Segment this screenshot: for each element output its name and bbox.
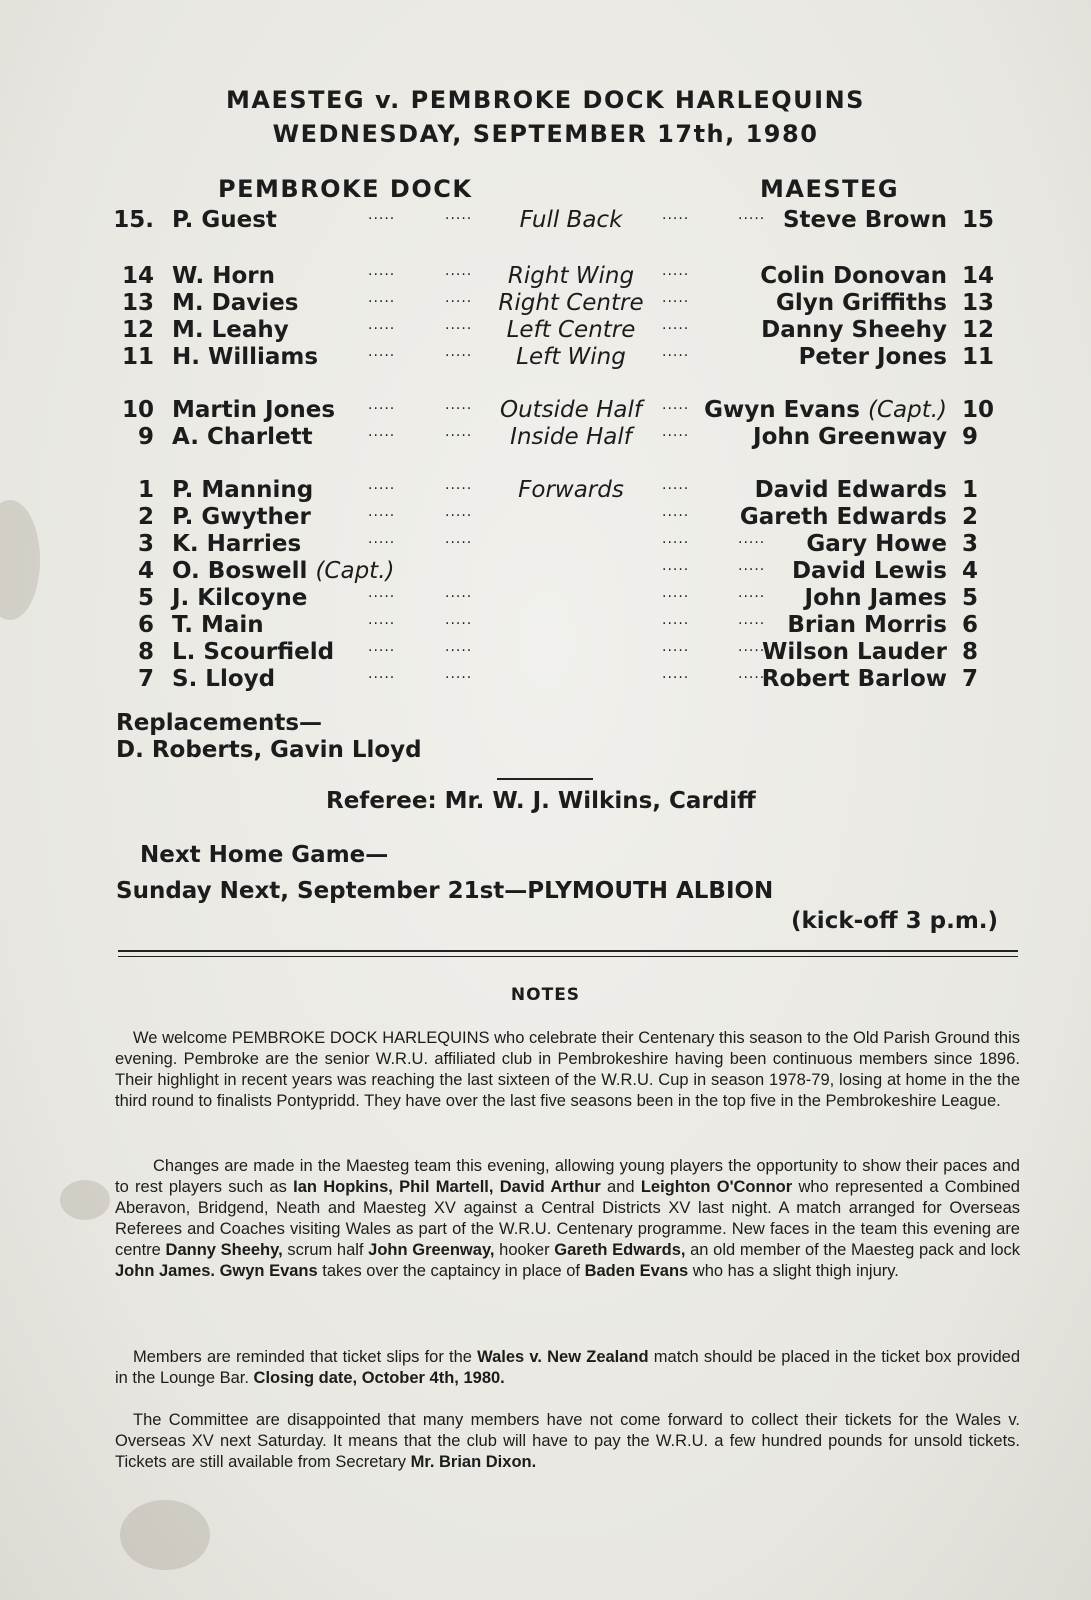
right-player-name: Colin Donovan — [760, 263, 947, 289]
left-team-heading: PEMBROKE DOCK — [218, 175, 473, 203]
left-player-number: 4 — [137, 558, 154, 584]
right-player-number: 11 — [962, 344, 995, 370]
leader-dots: ..... — [445, 504, 473, 520]
right-player-name: Gareth Edwards — [739, 504, 947, 530]
leader-dots: ..... — [445, 531, 473, 547]
lineup-row — [0, 558, 1091, 585]
right-player-number: 8 — [962, 639, 979, 665]
leader-dots: ..... — [368, 424, 396, 440]
lineup-row — [0, 531, 1091, 558]
lineup-row — [0, 207, 1091, 234]
leader-dots: ..... — [368, 397, 396, 413]
position-label: Right Wing — [507, 263, 635, 289]
right-player-number: 9 — [962, 424, 979, 450]
kickoff-time: (kick-off 3 p.m.) — [791, 908, 999, 934]
lineup-row — [0, 585, 1091, 612]
position-label: Inside Half — [510, 424, 632, 450]
leader-dots: ..... — [662, 424, 690, 440]
left-player-number: 14 — [121, 263, 154, 289]
right-team-heading: MAESTEG — [760, 175, 900, 203]
right-player-name: Robert Barlow — [761, 666, 947, 692]
lineup-row — [0, 639, 1091, 666]
leader-dots: ..... — [662, 558, 690, 574]
leader-dots: ..... — [662, 531, 690, 547]
leader-dots: ..... — [368, 666, 396, 682]
leader-dots: ..... — [662, 585, 690, 601]
notes-paragraph: Members are reminded that ticket slips for the Wales v. New Zealand match should be placed in the ticket box provided in the Lounge Bar. Closing date, October 4th, 1980. — [115, 1348, 1020, 1387]
right-player-number: 4 — [962, 558, 979, 584]
left-player-number: 13 — [121, 290, 154, 316]
leader-dots: ..... — [738, 207, 766, 223]
leader-dots: ..... — [662, 397, 690, 413]
right-player-name: Steve Brown — [782, 207, 947, 233]
match-title: MAESTEG v. PEMBROKE DOCK HARLEQUINS — [226, 86, 865, 114]
left-player-name: M. Davies — [172, 290, 299, 316]
stain-mark — [60, 1180, 110, 1220]
left-player-name: M. Leahy — [172, 317, 289, 343]
stain-mark — [120, 1500, 210, 1570]
position-label: Left Wing — [516, 344, 626, 370]
leader-dots: ..... — [368, 317, 396, 333]
position-label: Left Centre — [506, 317, 636, 343]
position-label: Forwards — [518, 477, 624, 503]
left-player-name: W. Horn — [172, 263, 276, 289]
lineup-row — [0, 263, 1091, 290]
leader-dots: ..... — [445, 397, 473, 413]
notes-paragraph: Changes are made in the Maesteg team this evening, allowing young players the opportunity to show their paces and to rest players such as Ian Hopkins, Phil Martell, David Arthur and Leighton O'Connor who represented a Combined Aberavon, Bridgend, Neath and Maesteg XV against a Central Districts XV last night. A match arranged for Overseas Referees and Coaches visiting Wales as part of the W.R.U. Centenary programme. New faces in the team this evening are centre Danny Sheehy, scrum half John Greenway, hooker Gareth Edwards, an old member of the Maesteg pack and lock John James. Gwyn Evans takes over the captaincy in place of Baden Evans who has a slight thigh injury. — [115, 1157, 1020, 1280]
right-player-name: Peter Jones — [798, 344, 947, 370]
leader-dots: ..... — [662, 639, 690, 655]
leader-dots: ..... — [368, 639, 396, 655]
left-player-number: 5 — [137, 585, 154, 611]
leader-dots: ..... — [738, 558, 766, 574]
lineup-row — [0, 504, 1091, 531]
notes-paragraph: The Committee are disappointed that many members have not come forward to collect their tickets for the Wales v. Overseas XV next Saturday. It means that the club will have to pay the W.R.U. a few hundred pounds for unsold tickets. Tickets are still available from Secretary Mr. Brian Dixon. — [115, 1411, 1020, 1471]
right-player-number: 13 — [962, 290, 995, 316]
leader-dots: ..... — [738, 639, 766, 655]
leader-dots: ..... — [368, 263, 396, 279]
leader-dots: ..... — [445, 585, 473, 601]
leader-dots: ..... — [368, 477, 396, 493]
right-player-number: 15 — [962, 207, 995, 233]
left-player-number: 8 — [137, 639, 154, 665]
right-player-name: Gary Howe — [806, 531, 947, 557]
leader-dots: ..... — [445, 317, 473, 333]
right-player-name: Gwyn Evans (Capt.) — [704, 397, 947, 423]
leader-dots: ..... — [662, 207, 690, 223]
right-player-number: 7 — [962, 666, 979, 692]
leader-dots: ..... — [662, 344, 690, 360]
captain-marker: (Capt.) — [867, 397, 947, 423]
left-player-name: K. Harries — [172, 531, 302, 557]
leader-dots: ..... — [445, 344, 473, 360]
left-player-name: A. Charlett — [172, 424, 313, 450]
lineup-row — [0, 290, 1091, 317]
left-player-number: 12 — [121, 317, 154, 343]
leader-dots: ..... — [368, 612, 396, 628]
notes-paragraph: We welcome PEMBROKE DOCK HARLEQUINS who celebrate their Centenary this season to the Old Parish Ground this evening. Pembroke are the senior W.R.U. affiliated club in Pembrokeshire having been continuous members since 1896. Their highlight in recent years was reaching the last sixteen of the W.R.U. Cup in season 1978-79, losing at home in the the third round to finalists Pontypridd. They have over the last five seasons been in the top five in the Pembrokeshire League. — [115, 1029, 1020, 1110]
leader-dots: ..... — [445, 263, 473, 279]
match-date: WEDNESDAY, SEPTEMBER 17th, 1980 — [272, 120, 819, 148]
left-player-number: 2 — [137, 504, 154, 530]
divider — [497, 778, 593, 780]
left-player-name: L. Scourfield — [172, 639, 335, 665]
referee-line: Referee: Mr. W. J. Wilkins, Cardiff — [326, 788, 756, 814]
left-player-number: 3 — [137, 531, 154, 557]
left-player-name: J. Kilcoyne — [172, 585, 308, 611]
right-player-name: Wilson Lauder — [762, 639, 947, 665]
leader-dots: ..... — [445, 207, 473, 223]
leader-dots: ..... — [662, 612, 690, 628]
right-player-number: 10 — [962, 397, 995, 423]
lineup-row — [0, 317, 1091, 344]
lineup-row — [0, 612, 1091, 639]
position-label: Outside Half — [499, 397, 642, 423]
next-game-detail: Sunday Next, September 21st—PLYMOUTH ALBION — [116, 878, 774, 904]
captain-marker: (Capt.) — [315, 558, 395, 584]
left-player-name: P. Guest — [172, 207, 277, 233]
left-player-number: 9 — [137, 424, 154, 450]
right-player-name: David Edwards — [754, 477, 947, 503]
left-player-number: 11 — [121, 344, 154, 370]
lineup-row — [0, 666, 1091, 693]
lineup-row — [0, 424, 1091, 451]
left-player-name: H. Williams — [172, 344, 319, 370]
left-player-number: 7 — [137, 666, 154, 692]
leader-dots: ..... — [445, 639, 473, 655]
leader-dots: ..... — [445, 612, 473, 628]
right-player-number: 14 — [962, 263, 995, 289]
leader-dots: ..... — [662, 290, 690, 306]
position-label: Right Centre — [498, 290, 644, 316]
leader-dots: ..... — [368, 585, 396, 601]
right-player-number: 1 — [962, 477, 979, 503]
position-label: Full Back — [519, 207, 623, 233]
right-player-name: John Greenway — [753, 424, 947, 450]
next-game-label: Next Home Game— — [140, 842, 389, 868]
lineup-row — [0, 344, 1091, 371]
leader-dots: ..... — [738, 531, 766, 547]
left-player-name: O. Boswell (Capt.) — [172, 558, 395, 584]
left-player-number: 15. — [113, 207, 154, 233]
leader-dots: ..... — [368, 290, 396, 306]
right-player-name: David Lewis — [791, 558, 947, 584]
right-player-name: Danny Sheehy — [761, 317, 947, 343]
leader-dots: ..... — [738, 585, 766, 601]
leader-dots: ..... — [662, 263, 690, 279]
leader-dots: ..... — [445, 666, 473, 682]
left-player-name: Martin Jones — [172, 397, 336, 423]
leader-dots: ..... — [368, 504, 396, 520]
left-player-name: P. Manning — [172, 477, 314, 503]
leader-dots: ..... — [662, 477, 690, 493]
leader-dots: ..... — [445, 477, 473, 493]
leader-dots: ..... — [445, 424, 473, 440]
replacements-label: Replacements— — [116, 710, 323, 736]
leader-dots: ..... — [738, 612, 766, 628]
leader-dots: ..... — [368, 344, 396, 360]
right-player-number: 12 — [962, 317, 995, 343]
replacements-names: D. Roberts, Gavin Lloyd — [116, 737, 422, 763]
left-player-number: 1 — [137, 477, 154, 503]
lineup-row — [0, 397, 1091, 424]
leader-dots: ..... — [662, 317, 690, 333]
right-player-name: Brian Morris — [787, 612, 947, 638]
divider — [118, 956, 1018, 957]
left-player-name: P. Gwyther — [172, 504, 311, 530]
leader-dots: ..... — [445, 290, 473, 306]
left-player-name: T. Main — [172, 612, 264, 638]
lineup-row — [0, 477, 1091, 504]
left-player-number: 10 — [121, 397, 154, 423]
leader-dots: ..... — [662, 666, 690, 682]
right-player-name: John James — [804, 585, 947, 611]
right-player-number: 2 — [962, 504, 979, 530]
right-player-name: Glyn Griffiths — [776, 290, 947, 316]
right-player-number: 3 — [962, 531, 979, 557]
divider — [118, 950, 1018, 952]
leader-dots: ..... — [368, 531, 396, 547]
leader-dots: ..... — [662, 504, 690, 520]
right-player-number: 6 — [962, 612, 979, 638]
left-player-name: S. Lloyd — [172, 666, 276, 692]
right-player-number: 5 — [962, 585, 979, 611]
notes-heading: NOTES — [510, 985, 581, 1005]
leader-dots: ..... — [738, 666, 766, 682]
leader-dots: ..... — [368, 207, 396, 223]
left-player-number: 6 — [137, 612, 154, 638]
